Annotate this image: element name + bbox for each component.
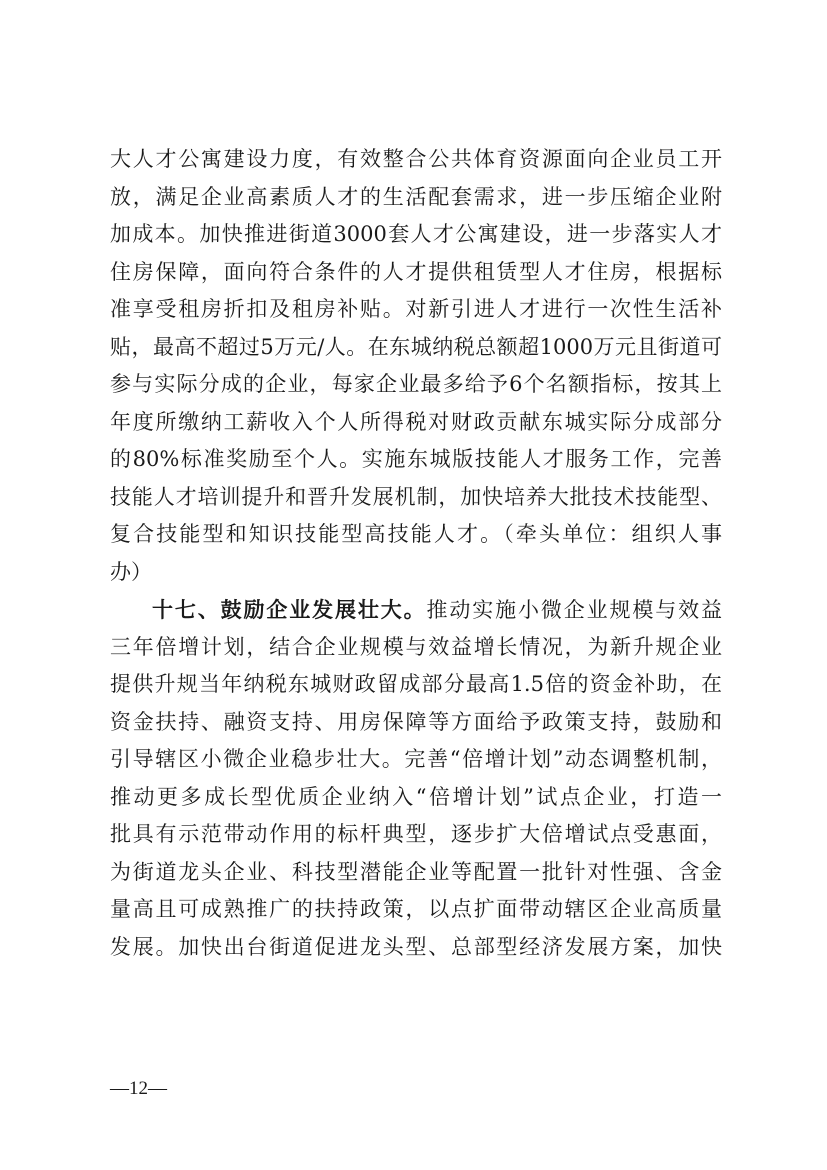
section-first-line bbox=[110, 591, 722, 629]
page-number: —12— bbox=[110, 1078, 167, 1099]
text-line: 放，满足企业高素质人才的生活配套需求，进一步压缩企业附 bbox=[110, 184, 722, 209]
text-line: 提供升规当年纳税东城财政留成部分最高1.5倍的资金补助，在 bbox=[110, 672, 722, 696]
text-line: 复合技能型和知识技能型高技能人才。（牵头单位：组织人事 bbox=[110, 522, 722, 546]
text-line: 发展。加快出台街道促进龙头型、总部型经济发展方案，加快 bbox=[110, 934, 722, 959]
text-run: 推动实施小微企业规模与效益 bbox=[426, 598, 722, 622]
text-line: 准享受租房折扣及租房补贴。对新引进人才进行一次性生活补 bbox=[110, 297, 722, 321]
text-line: 贴，最高不超过5万元/人。在东城纳税总额超1000万元且街道可 bbox=[110, 334, 722, 359]
text-line: 推动更多成长型优质企业纳入“倍增计划”试点企业，打造一 bbox=[110, 784, 722, 809]
text-line: 年度所缴纳工薪收入个人所得税对财政贡献东城实际分成部分 bbox=[110, 409, 722, 434]
text-line: 参与实际分成的企业，每家企业最多给予6个名额指标，按其上 bbox=[110, 372, 722, 396]
body-text bbox=[110, 141, 722, 966]
text-line: 住房保障，面向符合条件的人才提供租赁型人才住房，根据标 bbox=[110, 259, 722, 284]
text-line: 批具有示范带动作用的标杆典型，逐步扩大倍增试点受惠面， bbox=[110, 822, 722, 846]
text-line: 引导辖区小微企业稳步壮大。完善“倍增计划”动态调整机制， bbox=[110, 747, 722, 771]
text-line: 技能人才培训提升和晋升发展机制，加快培养大批技术技能型、 bbox=[110, 484, 722, 509]
text-line: 加成本。加快推进街道3000套人才公寓建设，进一步落实人才 bbox=[110, 222, 722, 246]
text-line: 的80%标准奖励至个人。实施东城版技能人才服务工作，完善 bbox=[110, 447, 722, 471]
text-line: 办） bbox=[110, 559, 152, 584]
text-line: 大人才公寓建设力度，有效整合公共体育资源面向企业员工开 bbox=[110, 147, 722, 171]
text-line: 资金扶持、融资支持、用房保障等方面给予政策支持，鼓励和 bbox=[110, 709, 722, 734]
text-line: 量高且可成熟推广的扶持政策，以点扩面带动辖区企业高质量 bbox=[110, 897, 722, 921]
text-line: 三年倍增计划，结合企业规模与效益增长情况，为新升规企业 bbox=[110, 634, 722, 659]
section-heading: 十七、鼓励企业发展壮大。 bbox=[152, 597, 427, 622]
text-line: 为街道龙头企业、科技型潜能企业等配置一批针对性强、含金 bbox=[110, 859, 722, 884]
